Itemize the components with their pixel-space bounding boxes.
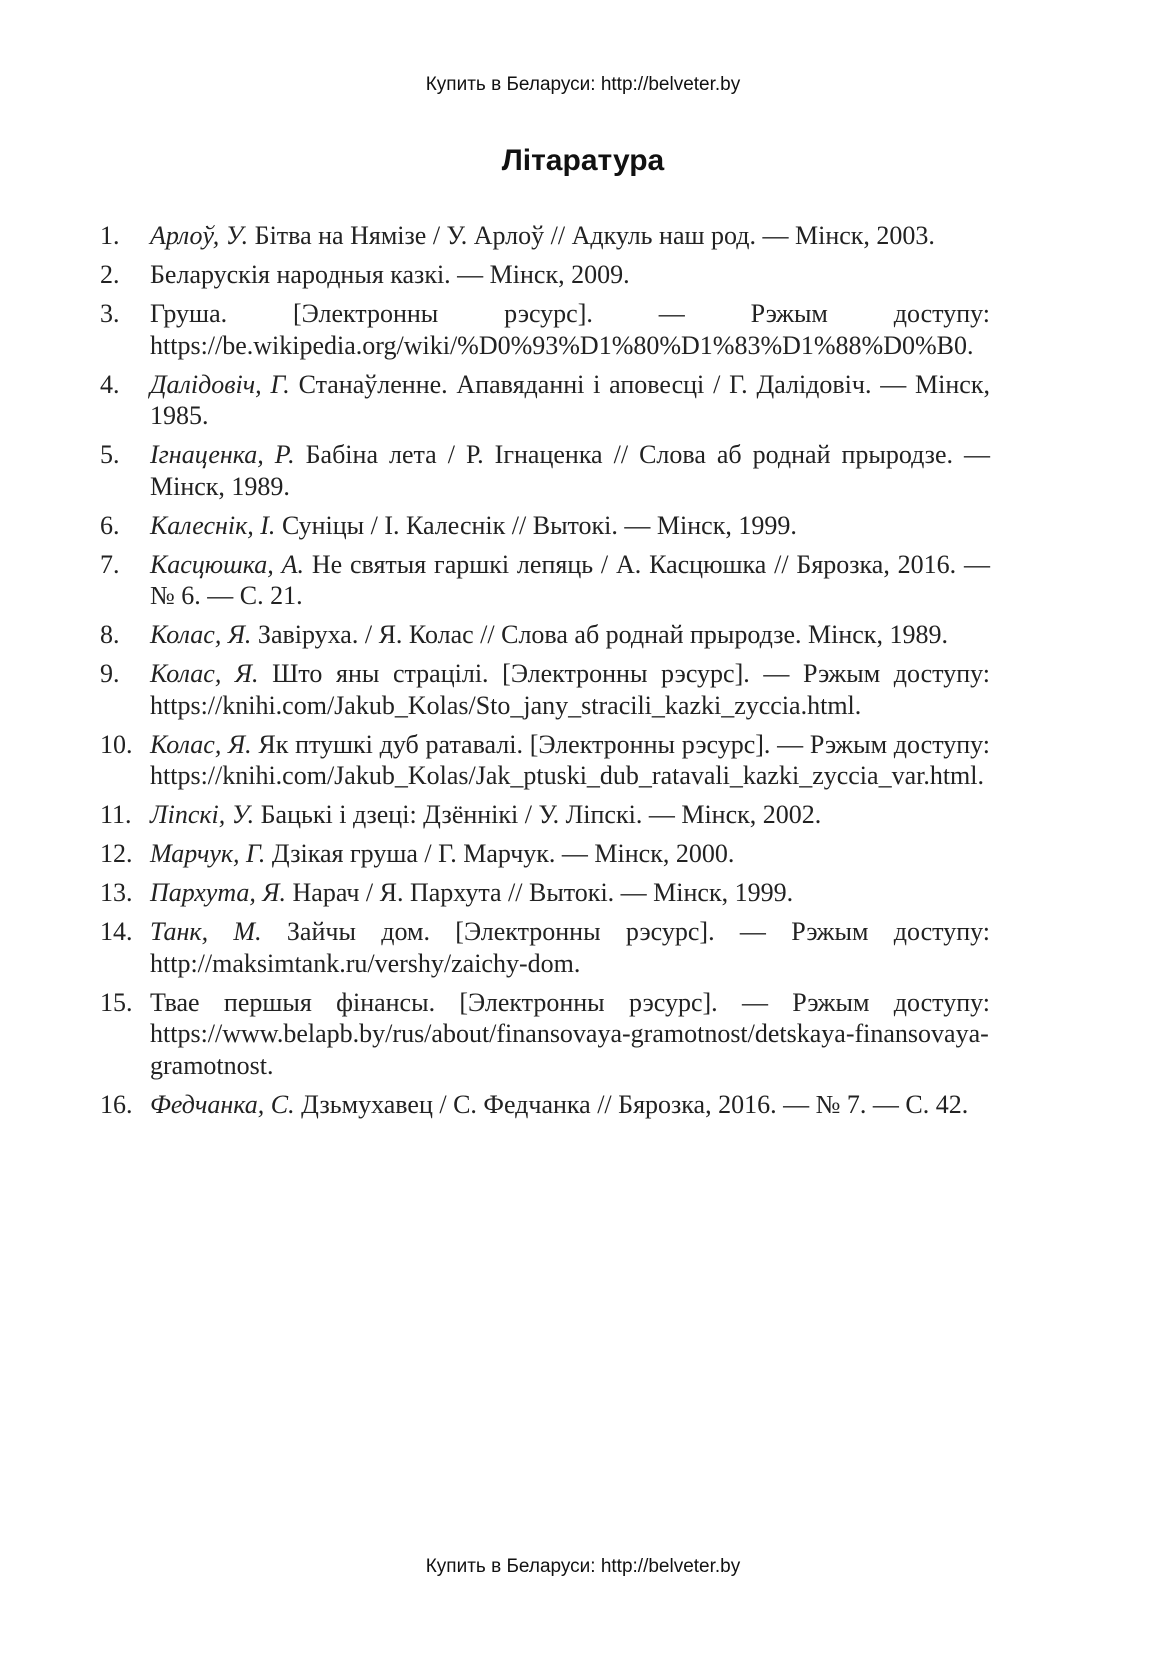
header-watermark: Купить в Беларуси: http://belveter.by: [425, 74, 741, 95]
reference-item: [100, 877, 990, 909]
reference-item: [100, 916, 990, 979]
reference-text: Дзьмухавец / С. Федчанка // Бярозка, 2016. — № 7. — С. 42.: [294, 1089, 969, 1119]
reference-number: 5.: [100, 440, 120, 469]
reference-text: Бацькі і дзеці: Дзённікі / У. Ліпскі. — Мінск, 2002.: [254, 800, 822, 829]
reference-number: 7.: [100, 549, 120, 579]
reference-item: [100, 838, 990, 870]
reference-author: Танк, М.: [150, 917, 262, 946]
reference-text: Груша. [Электронны рэсурс]. — Рэжым доступу: https://be.wikipedia.org/wiki/%D0%93%D1%80%D1%83%D1%88%D0%B0.: [150, 299, 990, 360]
reference-number: 6.: [100, 510, 120, 540]
reference-text: Станаўленне. Апавяданні і аповесці / Г. Далідовіч. — Мінск, 1985.: [150, 369, 990, 430]
reference-number: 9.: [100, 659, 120, 688]
reference-text: Дзікая груша / Г. Марчук. — Мінск, 2000.: [265, 839, 735, 868]
reference-author: Колас, Я.: [150, 659, 259, 688]
reference-number: 11.: [100, 800, 132, 829]
reference-item: [100, 369, 990, 432]
reference-number: 12.: [100, 839, 133, 868]
reference-item: [100, 298, 990, 361]
reference-item: [100, 987, 990, 1082]
reference-author: Арлоў, У.: [150, 221, 249, 250]
reference-author: Колас, Я.: [150, 729, 252, 759]
reference-item: [100, 1089, 990, 1121]
reference-text: Не святыя гаршкі лепяць / А. Касцюшка // Бярозка, 2016. — № 6. — С. 21.: [150, 549, 990, 610]
reference-author: Федчанка, С.: [150, 1089, 295, 1119]
reference-item: [100, 658, 990, 721]
reference-author: Ліпскі, У.: [150, 800, 255, 829]
reference-number: 8.: [100, 620, 120, 649]
reference-author: Ігнаценка, Р.: [150, 440, 295, 469]
reference-item: [100, 619, 990, 651]
reference-item: [100, 729, 990, 792]
reference-text: Як птушкі дуб ратавалі. [Электронны рэсурс]. — Рэжым доступу: https://knihi.com/Jakub_Kolas/Jak_ptuski_dub_ratavali_kazki_zyccia_var.html.: [150, 729, 991, 790]
reference-text: Што яны страцілі. [Электронны рэсурс]. — Рэжым доступу: https://knihi.com/Jakub_Kolas/Sto_jany_stracili_kazki_zyccia.html.: [150, 659, 990, 720]
reference-number: 2.: [100, 260, 120, 289]
reference-list: [100, 220, 990, 1128]
reference-number: 15.: [100, 987, 133, 1017]
reference-number: 10.: [100, 729, 133, 759]
reference-text: Беларускія народныя казкі. — Мінск, 2009.: [150, 260, 630, 289]
reference-number: 1.: [100, 221, 120, 250]
reference-item: [100, 439, 990, 502]
reference-number: 14.: [100, 917, 133, 946]
reference-text: Зайчы дом. [Электронны рэсурс]. — Рэжым доступу: http://maksimtank.ru/vershy/zaichy-dom.: [150, 917, 990, 978]
reference-text: Завіруха. / Я. Колас // Слова аб роднай прыродзе. Мінск, 1989.: [251, 620, 948, 649]
reference-number: 4.: [100, 369, 120, 399]
reference-item: [100, 799, 990, 831]
reference-text: Суніцы / І. Калеснік // Вытокі. — Мінск, 1999.: [275, 510, 797, 540]
reference-number: 13.: [100, 878, 133, 907]
reference-item: [100, 259, 990, 291]
reference-author: Далідовіч, Г.: [150, 369, 290, 399]
reference-number: 16.: [100, 1089, 133, 1119]
reference-author: Калеснік, І.: [150, 510, 276, 540]
reference-text: Бабіна лета / Р. Ігнаценка // Слова аб роднай прыродзе. — Мінск, 1989.: [150, 440, 990, 501]
reference-author: Пархута, Я.: [150, 878, 287, 907]
reference-item: [100, 220, 990, 252]
reference-text: Твае першыя фінансы. [Электронны рэсурс]. — Рэжым доступу: https://www.belapb.by/rus/about/finansovaya-gramotnost/detskaya-finansovaya-gramotnost.: [150, 987, 990, 1080]
reference-author: Марчук, Г.: [150, 839, 266, 868]
reference-text: Нарач / Я. Пархута // Вытокі. — Мінск, 1999.: [286, 878, 794, 907]
page-title: Літаратура: [501, 144, 665, 177]
reference-author: Колас, Я.: [150, 620, 252, 649]
reference-item: [100, 549, 990, 612]
footer-watermark: Купить в Беларуси: http://belveter.by: [425, 1556, 741, 1577]
reference-number: 3.: [100, 299, 120, 328]
reference-item: [100, 510, 990, 542]
reference-text: Бітва на Нямізе / У. Арлоў // Адкуль наш род. — Мінск, 2003.: [248, 221, 935, 250]
reference-author: Касцюшка, А.: [150, 549, 304, 579]
